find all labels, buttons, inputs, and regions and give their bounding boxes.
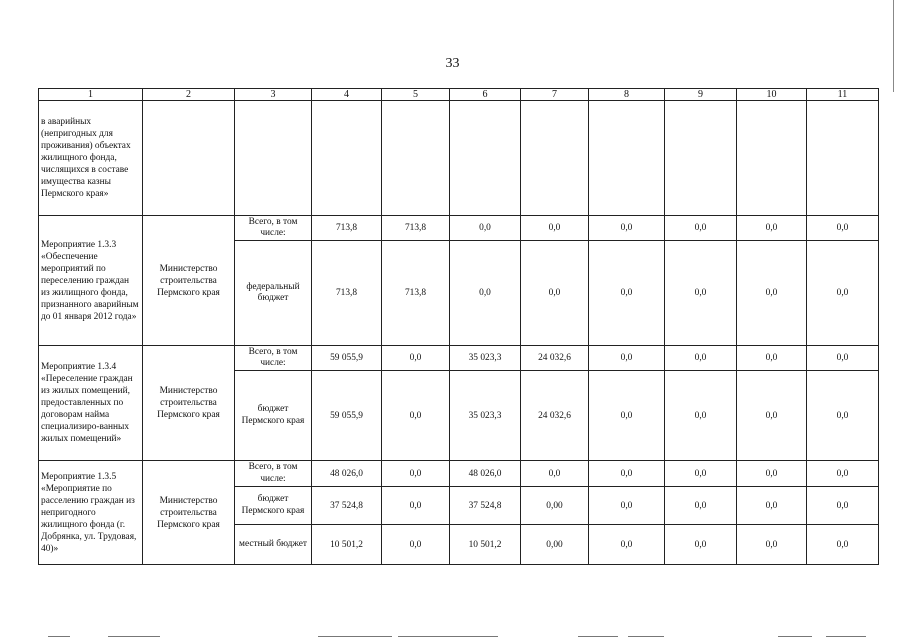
column-number: 1	[39, 89, 143, 101]
column-number: 11	[807, 89, 879, 101]
value-cell: 0,0	[450, 216, 521, 241]
table-row	[39, 101, 879, 216]
value-cell: 0,0	[737, 487, 807, 525]
funding-source: бюджет Пермского края	[235, 371, 312, 461]
empty-cell	[382, 101, 450, 216]
value-cell: 0,0	[665, 525, 737, 565]
value-cell: 10 501,2	[312, 525, 382, 565]
value-cell: 0,0	[737, 371, 807, 461]
funding-source: Всего, в том числе:	[235, 461, 312, 487]
table-row	[39, 461, 879, 487]
column-number: 5	[382, 89, 450, 101]
scan-artifact	[778, 636, 812, 637]
value-cell: 0,0	[665, 241, 737, 346]
scan-artifact	[108, 636, 160, 637]
value-cell: 0,0	[521, 461, 589, 487]
value-cell: 0,0	[807, 525, 879, 565]
empty-cell	[737, 101, 807, 216]
measure-name: Мероприятие 1.3.5 «Мероприятие по расселению граждан из непригодного жилищного фонда (г. Добрянка, ул. Трудовая, 40)»	[39, 461, 143, 565]
value-cell: 0,0	[737, 461, 807, 487]
value-cell: 0,0	[737, 241, 807, 346]
value-cell: 35 023,3	[450, 346, 521, 371]
value-cell: 0,0	[589, 241, 665, 346]
executor: Министерство строительства Пермского края	[143, 346, 235, 461]
budget-table	[38, 88, 879, 565]
value-cell: 0,0	[589, 371, 665, 461]
empty-cell	[450, 101, 521, 216]
empty-cell	[312, 101, 382, 216]
column-number-row	[39, 89, 879, 101]
column-number: 6	[450, 89, 521, 101]
column-number: 7	[521, 89, 589, 101]
value-cell: 0,0	[589, 487, 665, 525]
executor: Министерство строительства Пермского края	[143, 461, 235, 565]
value-cell: 48 026,0	[312, 461, 382, 487]
funding-source: федеральный бюджет	[235, 241, 312, 346]
value-cell: 0,00	[521, 487, 589, 525]
value-cell: 0,0	[737, 525, 807, 565]
empty-cell	[807, 101, 879, 216]
measure-name: Мероприятие 1.3.4 «Переселение граждан из жилых помещений, предоставленных по договорам найма специализиро-ванных жилых помещений»	[39, 346, 143, 461]
column-number: 8	[589, 89, 665, 101]
value-cell: 0,0	[807, 371, 879, 461]
value-cell: 37 524,8	[312, 487, 382, 525]
page-number: 33	[445, 56, 460, 71]
column-number: 10	[737, 89, 807, 101]
value-cell: 0,0	[807, 241, 879, 346]
scan-edge-mark	[893, 0, 905, 92]
funding-source: Всего, в том числе:	[235, 216, 312, 241]
value-cell: 35 023,3	[450, 371, 521, 461]
value-cell: 713,8	[312, 216, 382, 241]
value-cell: 0,0	[382, 525, 450, 565]
scan-artifact	[318, 636, 392, 637]
value-cell: 0,0	[382, 487, 450, 525]
value-cell: 0,0	[521, 216, 589, 241]
value-cell: 48 026,0	[450, 461, 521, 487]
value-cell: 0,0	[807, 346, 879, 371]
value-cell: 0,0	[807, 216, 879, 241]
column-number: 3	[235, 89, 312, 101]
value-cell: 0,0	[382, 461, 450, 487]
value-cell: 0,0	[589, 525, 665, 565]
value-cell: 0,0	[665, 371, 737, 461]
empty-cell	[665, 101, 737, 216]
measure-name: Мероприятие 1.3.3 «Обеспечение мероприятий по переселению граждан из жилищного фонда, признанного аварийным до 01 января 2012 года»	[39, 216, 143, 346]
value-cell: 713,8	[312, 241, 382, 346]
value-cell: 0,0	[665, 346, 737, 371]
empty-cell	[589, 101, 665, 216]
value-cell: 0,0	[737, 216, 807, 241]
value-cell: 0,0	[589, 216, 665, 241]
value-cell: 713,8	[382, 216, 450, 241]
empty-cell	[521, 101, 589, 216]
funding-source: Всего, в том числе:	[235, 346, 312, 371]
value-cell: 59 055,9	[312, 346, 382, 371]
value-cell: 0,0	[450, 241, 521, 346]
value-cell: 0,00	[521, 525, 589, 565]
scan-artifact	[398, 636, 498, 637]
value-cell: 0,0	[382, 371, 450, 461]
value-cell: 0,0	[737, 346, 807, 371]
value-cell: 24 032,6	[521, 371, 589, 461]
value-cell: 37 524,8	[450, 487, 521, 525]
value-cell: 713,8	[382, 241, 450, 346]
value-cell: 10 501,2	[450, 525, 521, 565]
scan-artifact	[826, 636, 866, 637]
measure-name-continued: в аварийных (непригодных для проживания) объектах жилищного фонда, числящихся в составе имущества казны Пермского края»	[39, 101, 143, 216]
value-cell: 24 032,6	[521, 346, 589, 371]
executor: Министерство строительства Пермского края	[143, 216, 235, 346]
value-cell: 0,0	[665, 461, 737, 487]
empty-cell	[235, 101, 312, 216]
column-number: 9	[665, 89, 737, 101]
table-row	[39, 216, 879, 241]
empty-cell	[143, 101, 235, 216]
value-cell: 0,0	[521, 241, 589, 346]
value-cell: 0,0	[807, 487, 879, 525]
table-row	[39, 346, 879, 371]
column-number: 4	[312, 89, 382, 101]
scan-artifact	[48, 636, 70, 637]
funding-source: местный бюджет	[235, 525, 312, 565]
value-cell: 0,0	[589, 346, 665, 371]
value-cell: 0,0	[665, 487, 737, 525]
value-cell: 0,0	[382, 346, 450, 371]
value-cell: 0,0	[665, 216, 737, 241]
scan-artifact	[578, 636, 618, 637]
column-number: 2	[143, 89, 235, 101]
scan-artifact	[628, 636, 664, 637]
value-cell: 0,0	[589, 461, 665, 487]
funding-source: бюджет Пермского края	[235, 487, 312, 525]
value-cell: 59 055,9	[312, 371, 382, 461]
value-cell: 0,0	[807, 461, 879, 487]
